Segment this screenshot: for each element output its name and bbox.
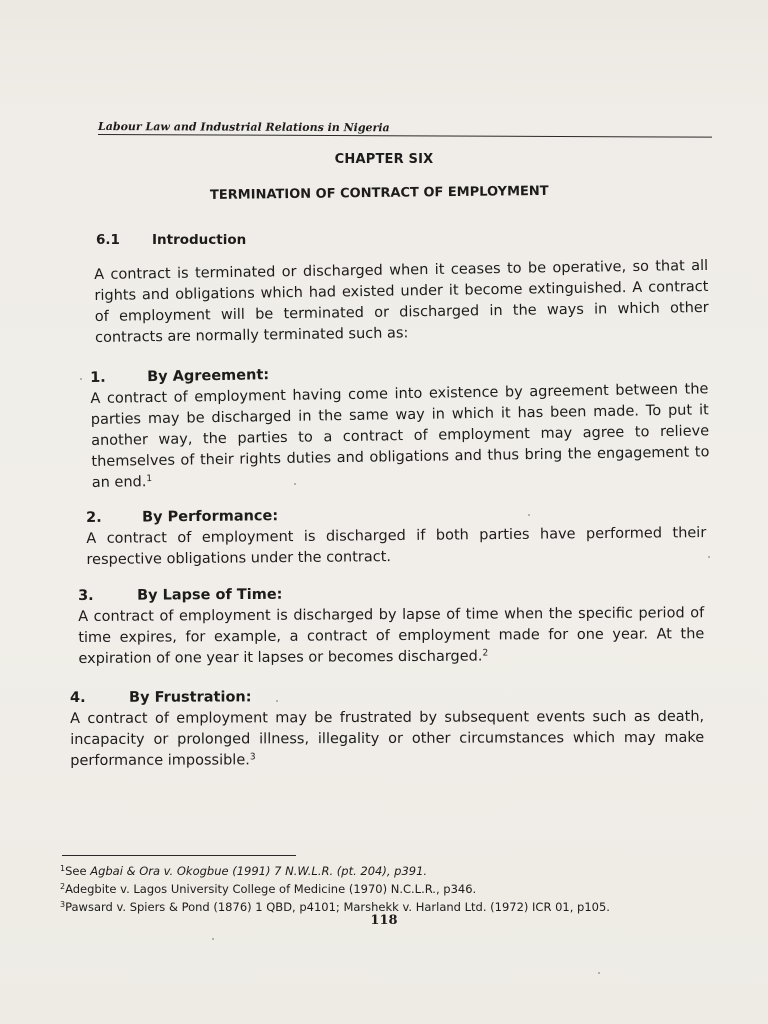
scan-speck (708, 556, 710, 558)
scan-speck (80, 378, 82, 380)
footnote-text: Adegbite v. Lagos University College of Medicine (1970) N.C.L.R., p346. (65, 882, 477, 896)
item-body (90, 379, 710, 494)
item-body (70, 707, 704, 772)
page-number: 118 (370, 913, 398, 928)
chapter-subtitle: TERMINATION OF CONTRACT OF EMPLOYMENT (209, 183, 549, 203)
item-title: By Agreement: (147, 367, 270, 386)
footnote-mark: 3 (60, 900, 66, 909)
footnote-1 (60, 862, 700, 880)
list-item-frustration (70, 686, 704, 772)
footnotes (60, 862, 700, 916)
list-item-performance (86, 502, 707, 571)
scan-speck (276, 700, 278, 702)
item-number: 2. (86, 509, 102, 526)
footnote-text: See Agbai & Ora v. Okogbue (1991) 7 N.W.L.R. (pt. 204), p391. (65, 864, 428, 878)
case-citation: Agbai & Ora v. Okogbue (1991) 7 N.W.L.R. (pt. 204), p391. (90, 864, 428, 878)
section-title: Introduction (152, 232, 247, 248)
item-number: 1. (90, 369, 106, 386)
footnote-mark: 2 (60, 882, 66, 891)
item-body-text: A contract of employment is discharged by lapse of time when the specific period of time expires, for example, a contract of employment made for one year. At the expiration of one year it lapses or becomes discharged. (78, 605, 705, 667)
item-heading (70, 686, 704, 709)
footnote-divider (62, 855, 296, 856)
item-number: 4. (70, 689, 86, 706)
item-number: 3. (78, 587, 94, 604)
running-header: Labour Law and Industrial Relations in Nigeria (98, 120, 712, 138)
footnote-2 (60, 880, 700, 898)
item-body-text: A contract of employment may be frustrated by subsequent events such as death, incapacity or prolonged illness, illegality or other circumstances which may make performance impossible. (70, 708, 705, 769)
footnote-ref: 2 (482, 648, 489, 659)
item-body-text: A contract of employment is discharged if both parties have performed their respective obligations under the contract. (86, 525, 707, 568)
footnote-mark: 1 (60, 864, 66, 873)
footnote-text: Pawsard v. Spiers & Pond (1876) 1 QBD, p4101; Marshekk v. Harland Ltd. (1972) ICR 01, p105. (65, 900, 610, 914)
footnote-ref: 3 (249, 752, 256, 763)
scan-speck (528, 514, 530, 516)
chapter-title: CHAPTER SIX (334, 152, 434, 167)
item-title: By Lapse of Time: (137, 586, 283, 604)
item-title: By Frustration: (129, 689, 252, 706)
footnote-ref: 1 (146, 474, 153, 485)
scan-speck (598, 972, 600, 974)
list-item-agreement (90, 358, 710, 494)
item-body (86, 523, 706, 571)
scan-speck (212, 938, 214, 940)
item-body-text: A contract of employment having come into existence by agreement between the parties may be discharged in the same way in which it has been made. To put it another way, the parties to a contract of employment may agree to relieve themselves of their rights duties and obligations and thus bring the engagement to an end. (90, 381, 710, 491)
section-number: 6.1 (96, 232, 120, 248)
scan-speck (294, 483, 296, 485)
section-heading (96, 232, 246, 248)
list-item-lapse-of-time (78, 582, 705, 670)
item-body (78, 603, 704, 670)
item-title: By Performance: (142, 508, 279, 526)
intro-paragraph: A contract is terminated or discharged when it ceases to be operative, so that all rights and obligations which had existed under it become extinguished. A contract of employment will be terminated or discharged in the ways in which other contracts are normally terminated such as: (94, 257, 709, 346)
